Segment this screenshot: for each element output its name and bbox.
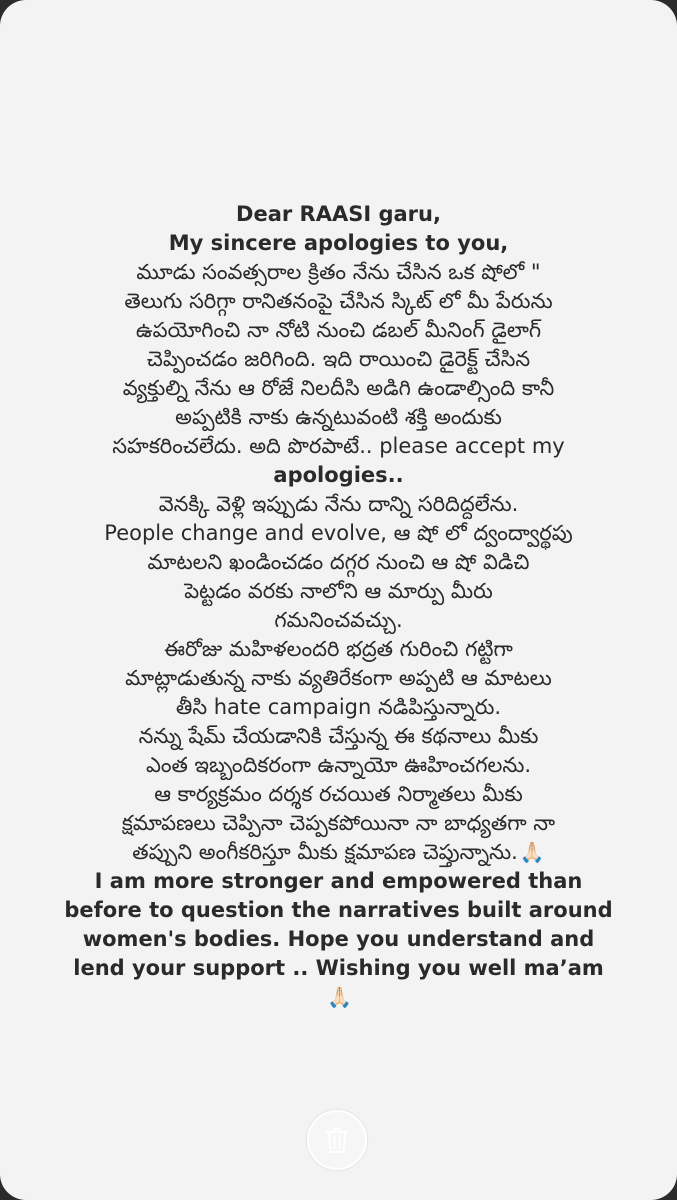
note-line: సహకరించలేదు. అది పొరపాటే.. please accept my: [112, 434, 565, 458]
closing-emoji-line: [40, 983, 637, 1012]
pray-icon: 🙏🏻: [519, 840, 545, 864]
apology-note: [40, 200, 637, 1012]
note-line: మాటలని ఖండించడం దగ్గర నుంచి ఆ షో విడిచి: [147, 550, 530, 574]
note-line: ఆ కార్యక్రమం దర్శక రచయిత నిర్మాతలు మీకు: [154, 782, 523, 806]
note-line: ఈరోజు మహిళలందరి భద్రత గురించి గట్టిగా: [164, 637, 513, 661]
apology-heading: My sincere apologies to you,: [168, 231, 509, 255]
delete-button[interactable]: [307, 1110, 367, 1170]
note-line: గమనించవచ్చు.: [274, 608, 403, 632]
closing-line: women's bodies. Hope you understand and: [82, 927, 595, 951]
pray-icon: 🙏🏻: [327, 985, 352, 1009]
closing-line: before to question the narratives built around: [64, 898, 613, 922]
note-line: apologies..: [273, 463, 404, 487]
note-line: క్షమాపణలు చెప్పినా చెప్పకపోయినా నా బాధ్యతగా నా: [121, 811, 556, 835]
greeting-line: Dear RAASI garu,: [236, 202, 441, 226]
note-line: అప్పటికి నాకు ఉన్నటువంటి శక్తి అందుకు: [175, 405, 502, 429]
note-line: తీసి hate campaign నడిపిస్తున్నారు.: [175, 695, 502, 719]
trash-icon: [325, 1126, 349, 1154]
note-line: నన్ను షేమ్ చేయడానికి చేస్తున్న ఈ కథనాలు మీకు: [138, 724, 539, 748]
note-line-with-emoji: [40, 838, 637, 867]
closing-line: lend your support .. Wishing you well ma’am: [73, 956, 604, 980]
note-line: People change and evolve, ఆ షో లో ద్వంద్వార్థపు: [104, 521, 573, 545]
note-line: పెట్టడం వరకు నాలోని ఆ మార్పు మీరు: [184, 579, 493, 603]
note-line: ఉపయోగించి నా నోటి నుంచి డబల్ మీనింగ్ డైలాగ్: [135, 318, 542, 342]
note-line: వెనక్కి వెళ్లి ఇప్పుడు నేను దాన్ని సరిదిద్దలేను.: [158, 492, 519, 516]
note-line: ఎంత ఇబ్బందికరంగా ఉన్నాయో ఊహించగలను.: [145, 753, 532, 777]
note-line: తెలుగు సరిగ్గా రానితనంపై చేసిన స్కిట్ లో మీ పేరును: [124, 289, 553, 313]
note-line: మూడు సంవత్సరాల క్రితం నేను చేసిన ఒక షోలో ": [136, 260, 541, 284]
note-line-text: తప్పుని అంగీకరిస్తూ మీకు క్షమాపణ చెప్తున్నాను.: [132, 840, 518, 864]
note-line: మాట్లాడుతున్న నాకు వ్యతిరేకంగా అప్పటి ఆ మాటలు: [125, 666, 552, 690]
closing-line: I am more stronger and empowered than: [94, 869, 583, 893]
note-line: వ్యక్తుల్ని నేను ఆ రోజే నిలదీసి అడిగి ఉండాల్సింది కానీ: [122, 376, 555, 400]
note-line: చెప్పించడం జరిగింది. ఇది రాయించి డైరెక్ట్ చేసిన: [146, 347, 531, 371]
